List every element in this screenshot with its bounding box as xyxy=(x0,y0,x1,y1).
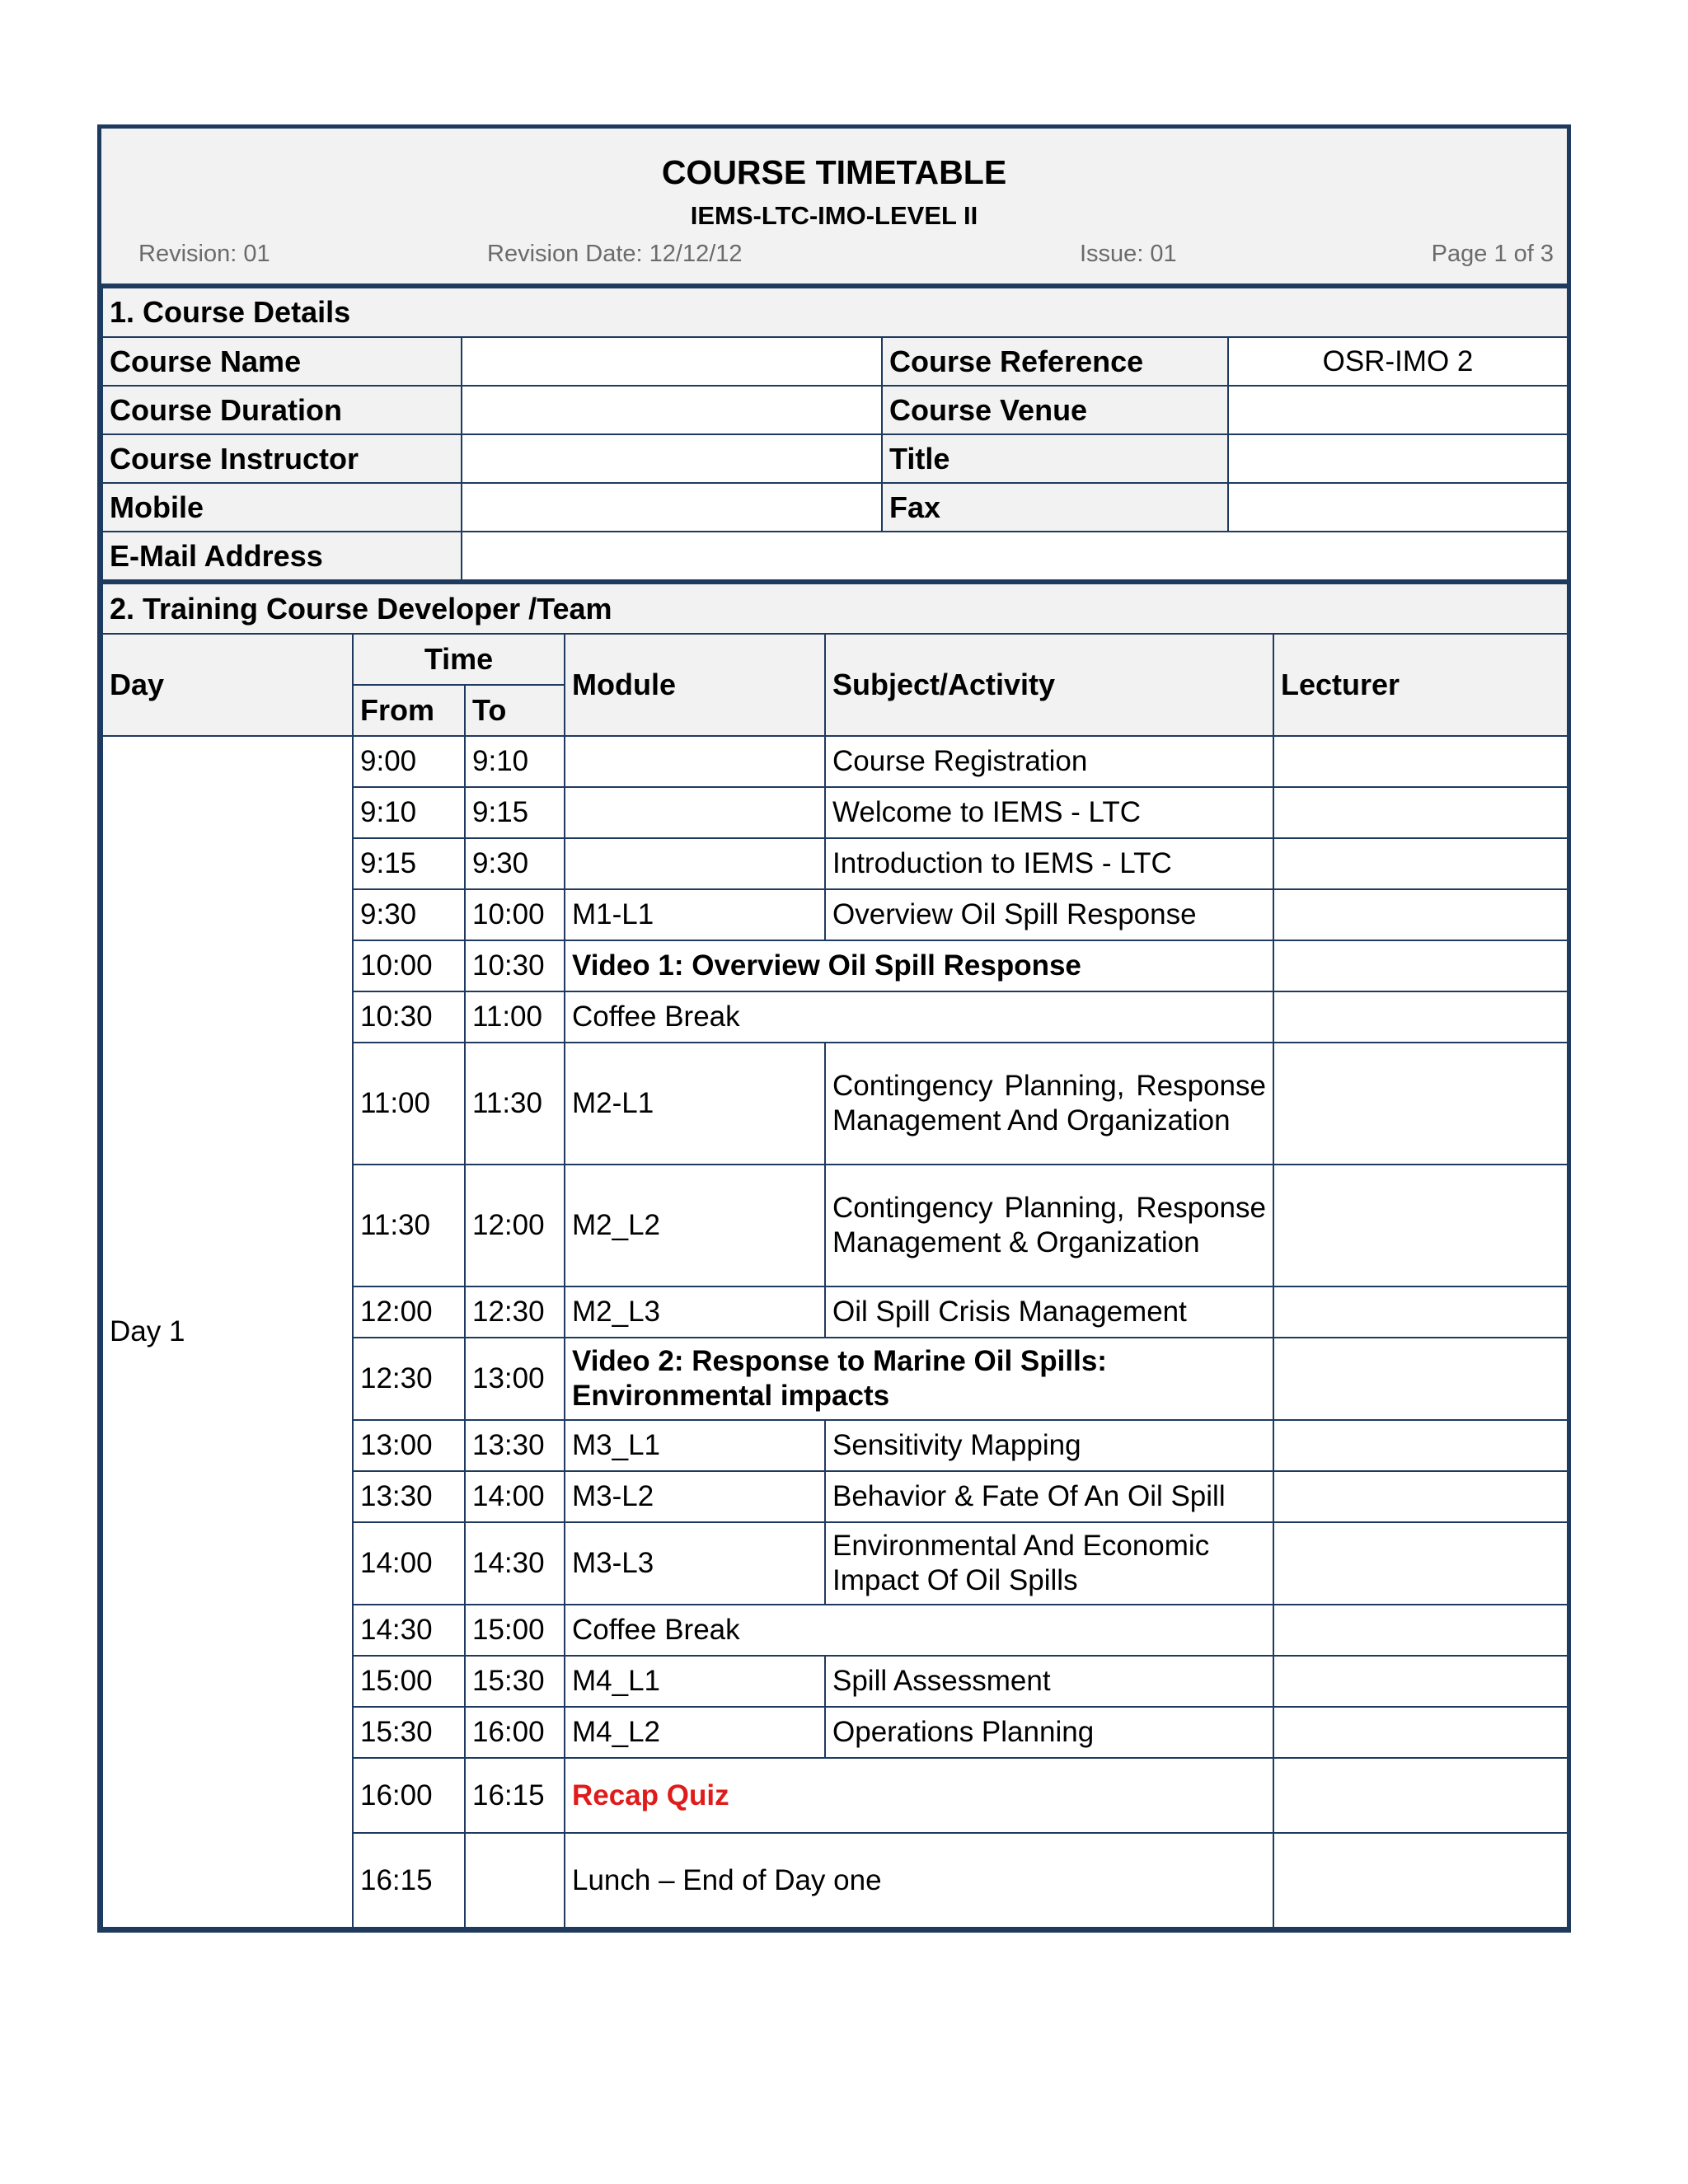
to-cell: 14:30 xyxy=(465,1522,565,1605)
subject-cell: Course Registration xyxy=(825,736,1273,787)
lecturer-cell[interactable] xyxy=(1273,1833,1568,1928)
from-cell: 10:00 xyxy=(353,940,465,991)
to-cell: 16:15 xyxy=(465,1758,565,1833)
course-reference-field[interactable]: OSR-IMO 2 xyxy=(1228,337,1568,386)
to-cell: 13:00 xyxy=(465,1338,565,1420)
from-cell: 15:00 xyxy=(353,1656,465,1707)
to-cell: 10:30 xyxy=(465,940,565,991)
lecturer-cell[interactable] xyxy=(1273,1471,1568,1522)
to-cell: 13:30 xyxy=(465,1420,565,1471)
module-cell: M3-L2 xyxy=(565,1471,825,1522)
module-cell: M2-L1 xyxy=(565,1043,825,1165)
from-cell: 16:00 xyxy=(353,1758,465,1833)
to-cell: 9:10 xyxy=(465,736,565,787)
lecturer-cell[interactable] xyxy=(1273,940,1568,991)
to-cell: 16:00 xyxy=(465,1707,565,1758)
activity-cell: Video 2: Response to Marine Oil Spills: Environmental impacts xyxy=(565,1338,1273,1420)
lecturer-cell[interactable] xyxy=(1273,1420,1568,1471)
subject-cell: Welcome to IEMS - LTC xyxy=(825,787,1273,838)
lecturer-cell[interactable] xyxy=(1273,838,1568,889)
fax-label: Fax xyxy=(882,483,1228,532)
from-cell: 10:30 xyxy=(353,991,465,1043)
lecturer-cell[interactable] xyxy=(1273,787,1568,838)
lecturer-column-header: Lecturer xyxy=(1273,634,1568,736)
activity-cell: Video 1: Overview Oil Spill Response xyxy=(565,940,1273,991)
title-label: Title xyxy=(882,434,1228,483)
email-field[interactable] xyxy=(462,532,1568,580)
from-cell: 12:00 xyxy=(353,1286,465,1338)
course-duration-label: Course Duration xyxy=(102,386,462,434)
lecturer-cell[interactable] xyxy=(1273,1605,1568,1656)
from-cell: 9:00 xyxy=(353,736,465,787)
lecturer-cell[interactable] xyxy=(1273,1043,1568,1165)
issue-number: Issue: 01 xyxy=(1080,241,1177,267)
to-cell: 14:00 xyxy=(465,1471,565,1522)
course-name-field[interactable] xyxy=(462,337,882,386)
document-header xyxy=(101,129,1567,287)
course-name-label: Course Name xyxy=(102,337,462,386)
to-cell: 11:30 xyxy=(465,1043,565,1165)
activity-cell: Coffee Break xyxy=(565,991,1273,1043)
module-cell: M1-L1 xyxy=(565,889,825,940)
to-column-header: To xyxy=(465,685,565,736)
from-column-header: From xyxy=(353,685,465,736)
mobile-field[interactable] xyxy=(462,483,882,532)
revision-number: Revision: 01 xyxy=(138,241,270,267)
from-cell: 13:00 xyxy=(353,1420,465,1471)
course-reference-label: Course Reference xyxy=(882,337,1228,386)
subject-cell: Environmental And Economic Impact Of Oil Spills xyxy=(825,1522,1273,1605)
table-row xyxy=(102,736,1568,787)
to-cell xyxy=(465,1833,565,1928)
module-column-header: Module xyxy=(565,634,825,736)
subject-cell: Sensitivity Mapping xyxy=(825,1420,1273,1471)
subject-cell: Overview Oil Spill Response xyxy=(825,889,1273,940)
to-cell: 12:30 xyxy=(465,1286,565,1338)
email-label: E-Mail Address xyxy=(102,532,462,580)
title-field[interactable] xyxy=(1228,434,1568,483)
subject-cell: Spill Assessment xyxy=(825,1656,1273,1707)
from-cell: 12:30 xyxy=(353,1338,465,1420)
module-cell: M3_L1 xyxy=(565,1420,825,1471)
from-cell: 16:15 xyxy=(353,1833,465,1928)
module-cell: M2_L2 xyxy=(565,1165,825,1286)
course-duration-field[interactable] xyxy=(462,386,882,434)
course-venue-label: Course Venue xyxy=(882,386,1228,434)
module-cell: M4_L1 xyxy=(565,1656,825,1707)
module-cell xyxy=(565,736,825,787)
subject-cell: Behavior & Fate Of An Oil Spill xyxy=(825,1471,1273,1522)
timetable-document xyxy=(97,124,1571,1933)
subject-column-header: Subject/Activity xyxy=(825,634,1273,736)
page-number: Page 1 of 3 xyxy=(1431,241,1554,267)
module-cell: M2_L3 xyxy=(565,1286,825,1338)
subject-cell: Operations Planning xyxy=(825,1707,1273,1758)
module-cell xyxy=(565,787,825,838)
lecturer-cell[interactable] xyxy=(1273,889,1568,940)
lecturer-cell[interactable] xyxy=(1273,736,1568,787)
from-cell: 9:30 xyxy=(353,889,465,940)
to-cell: 9:30 xyxy=(465,838,565,889)
from-cell: 13:30 xyxy=(353,1471,465,1522)
subject-cell: Oil Spill Crisis Management xyxy=(825,1286,1273,1338)
module-cell: M3-L3 xyxy=(565,1522,825,1605)
lecturer-cell[interactable] xyxy=(1273,1165,1568,1286)
to-cell: 15:30 xyxy=(465,1656,565,1707)
lecturer-cell[interactable] xyxy=(1273,1707,1568,1758)
schedule-table xyxy=(101,581,1568,1929)
lecturer-cell[interactable] xyxy=(1273,1286,1568,1338)
course-instructor-label: Course Instructor xyxy=(102,434,462,483)
from-cell: 15:30 xyxy=(353,1707,465,1758)
to-cell: 9:15 xyxy=(465,787,565,838)
course-instructor-field[interactable] xyxy=(462,434,882,483)
fax-field[interactable] xyxy=(1228,483,1568,532)
from-cell: 11:00 xyxy=(353,1043,465,1165)
lecturer-cell[interactable] xyxy=(1273,1338,1568,1420)
to-cell: 10:00 xyxy=(465,889,565,940)
training-team-heading: 2. Training Course Developer /Team xyxy=(102,583,1568,634)
recap-quiz-cell: Recap Quiz xyxy=(565,1758,1273,1833)
subject-cell: Contingency Planning, Response Management & Organization xyxy=(825,1165,1273,1286)
subject-cell: Contingency Planning, Response Management And Organization xyxy=(825,1043,1273,1165)
subject-cell: Introduction to IEMS - LTC xyxy=(825,838,1273,889)
course-venue-field[interactable] xyxy=(1228,386,1568,434)
from-cell: 14:30 xyxy=(353,1605,465,1656)
to-cell: 15:00 xyxy=(465,1605,565,1656)
lecturer-cell[interactable] xyxy=(1273,1758,1568,1833)
document-subtitle: IEMS-LTC-IMO-LEVEL II xyxy=(690,201,978,230)
day-cell: Day 1 xyxy=(102,736,353,1928)
module-cell: M4_L2 xyxy=(565,1707,825,1758)
to-cell: 12:00 xyxy=(465,1165,565,1286)
lecturer-cell[interactable] xyxy=(1273,1656,1568,1707)
activity-cell: Coffee Break xyxy=(565,1605,1273,1656)
module-cell xyxy=(565,838,825,889)
day-column-header: Day xyxy=(102,634,353,736)
from-cell: 11:30 xyxy=(353,1165,465,1286)
time-column-header: Time xyxy=(353,634,565,685)
activity-cell: Lunch – End of Day one xyxy=(565,1833,1273,1928)
course-details-heading: 1. Course Details xyxy=(102,288,1568,337)
revision-date: Revision Date: 12/12/12 xyxy=(487,241,743,267)
from-cell: 9:10 xyxy=(353,787,465,838)
mobile-label: Mobile xyxy=(102,483,462,532)
lecturer-cell[interactable] xyxy=(1273,1522,1568,1605)
document-title: COURSE TIMETABLE xyxy=(661,153,1007,191)
from-cell: 14:00 xyxy=(353,1522,465,1605)
from-cell: 9:15 xyxy=(353,838,465,889)
course-details-table xyxy=(101,287,1568,581)
lecturer-cell[interactable] xyxy=(1273,991,1568,1043)
to-cell: 11:00 xyxy=(465,991,565,1043)
